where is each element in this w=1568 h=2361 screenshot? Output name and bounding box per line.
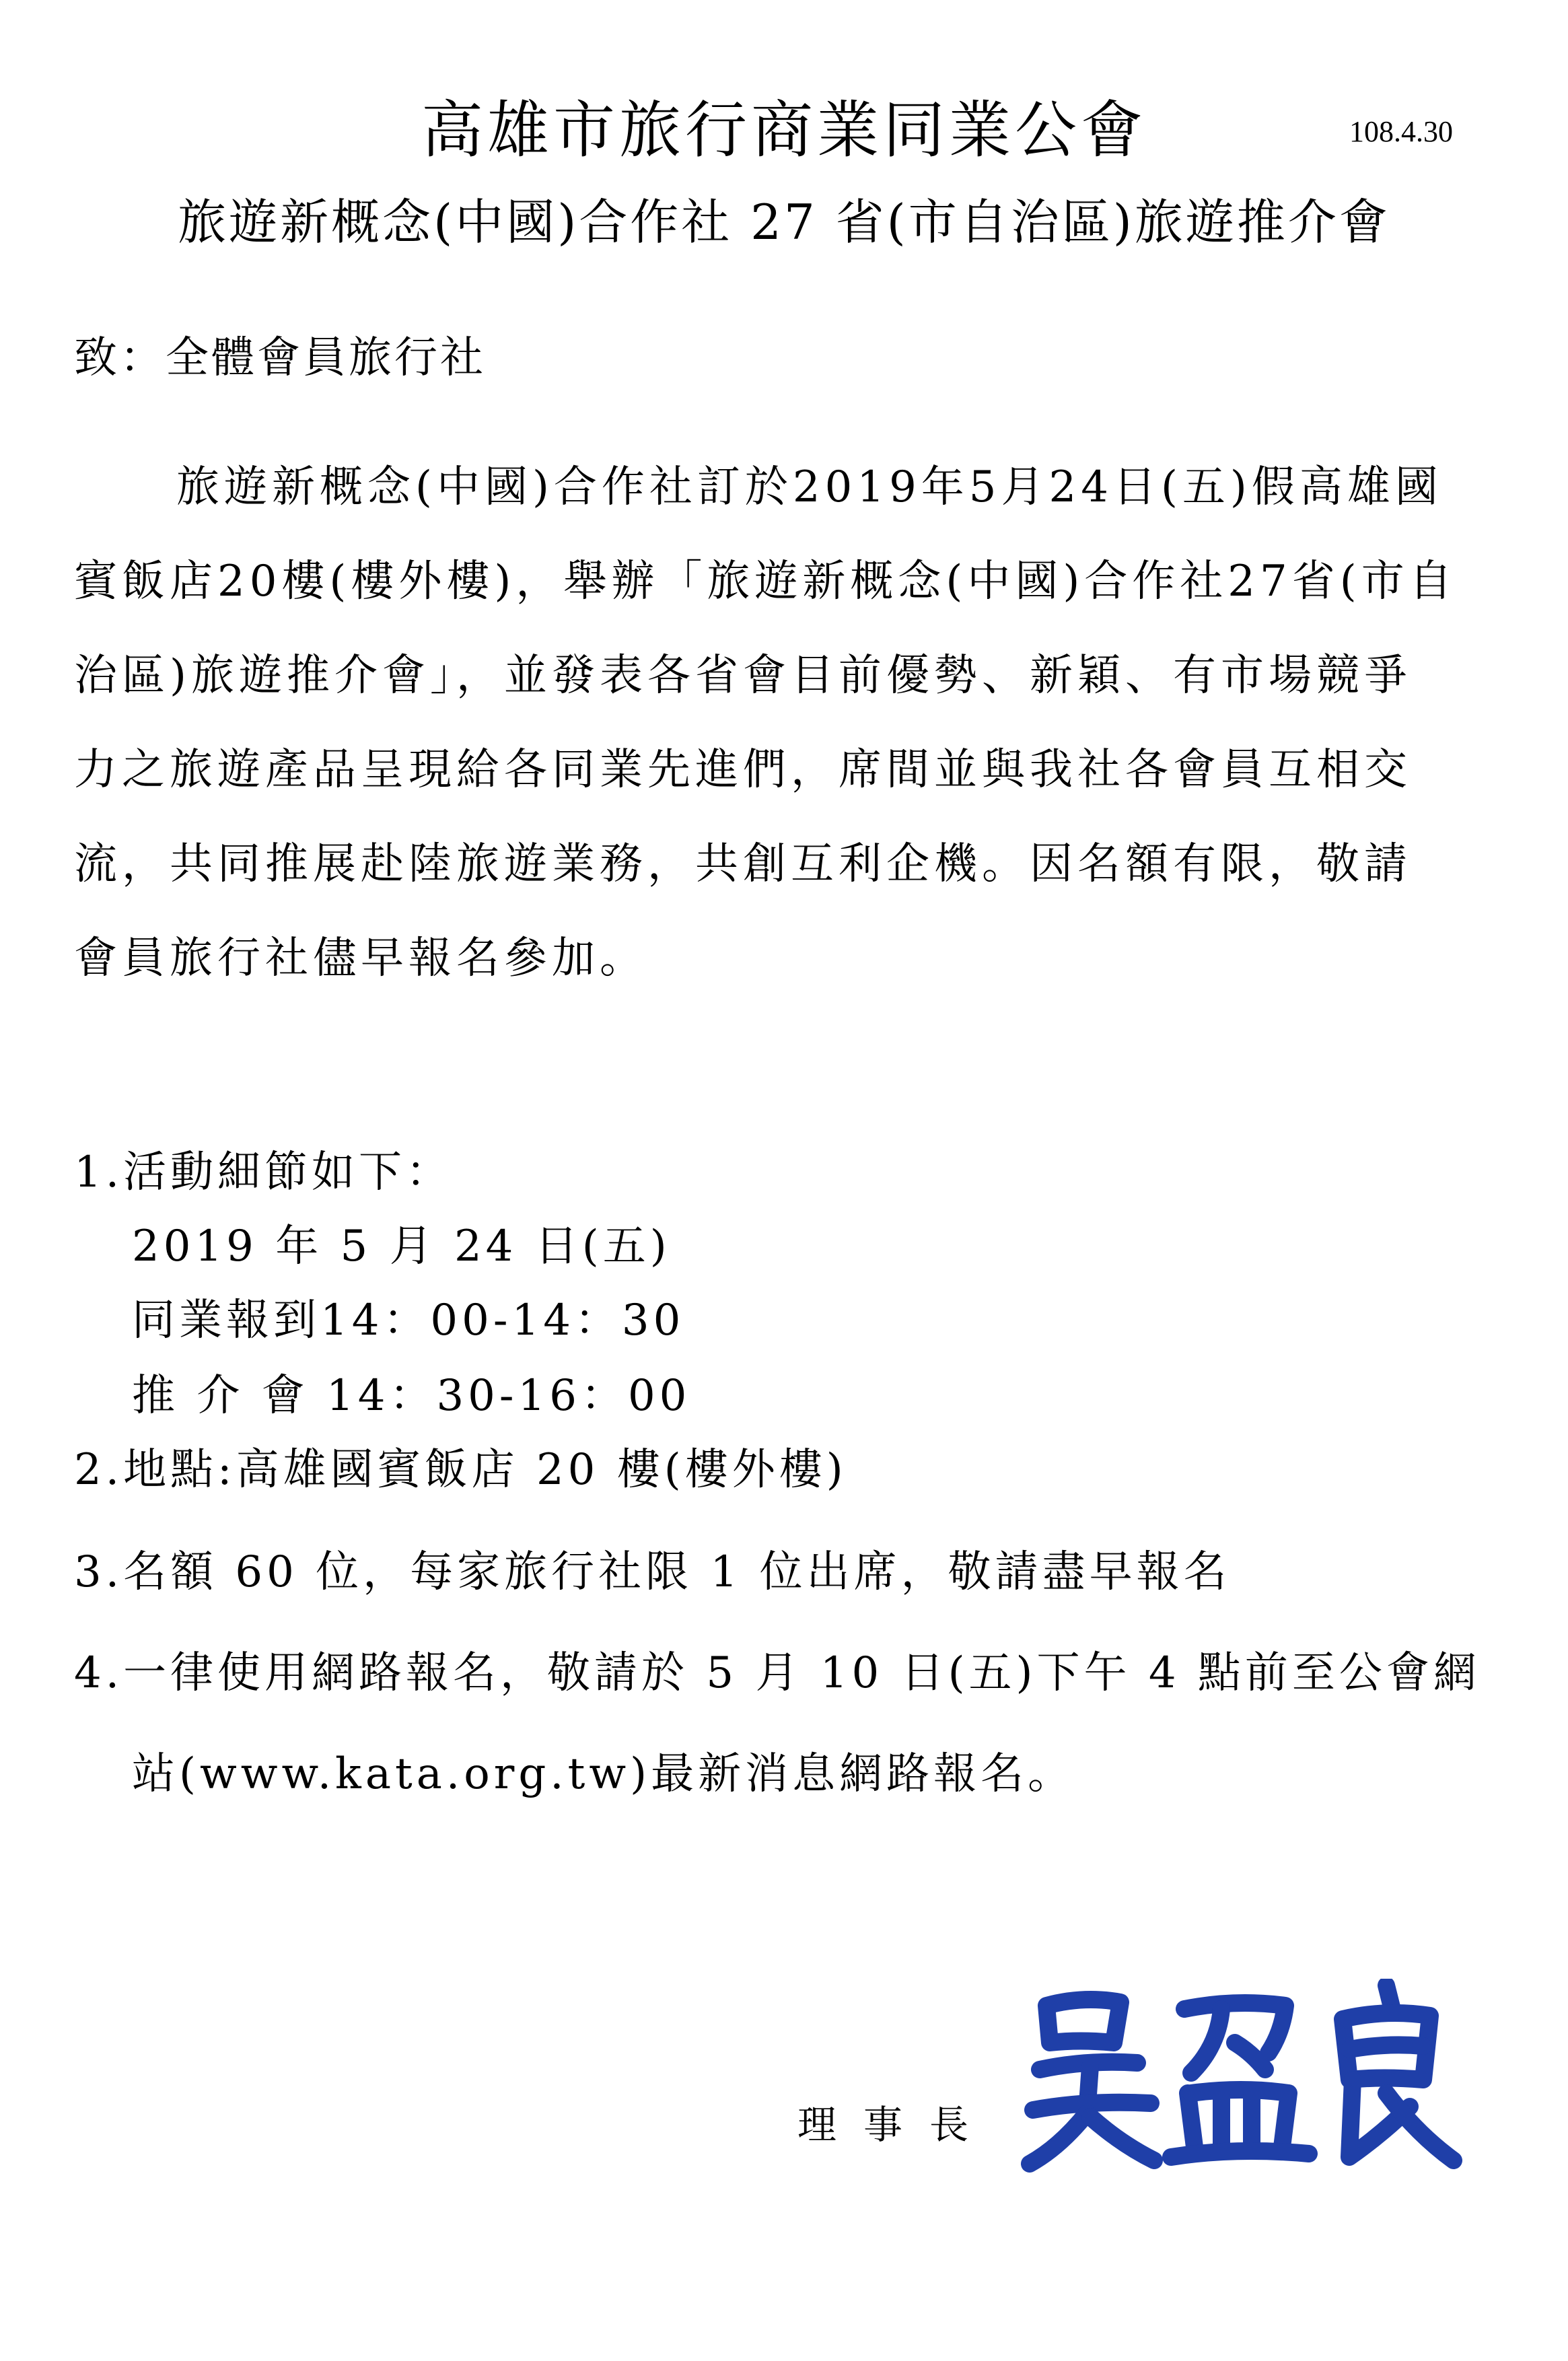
list-item: 1.活動細節如下： (74, 1148, 454, 1197)
event-date: 2019 年 5 月 24 日(五) (132, 1222, 671, 1271)
list-item: 4.一律使用網路報名，敬請於 5 月 10 日(五)下午 4 點前至公會網 (74, 1648, 1481, 1698)
event-title: 旅遊新概念(中國)合作社 27 省(市自治區)旅遊推介會 (178, 194, 1390, 250)
signatory-title: 理事長 (797, 2102, 996, 2148)
list-item: 3.名額 60 位，每家旅行社限 1 位出席，敬請盡早報名 (74, 1547, 1231, 1597)
recipient-line: 致：全體會員旅行社 (74, 333, 486, 383)
checkin-time: 同業報到14：00-14：30 (132, 1296, 685, 1345)
body-line: 旅遊新概念(中國)合作社訂於2019年5月24日(五)假高雄國 (176, 462, 1443, 512)
handwritten-signature (1020, 1979, 1464, 2183)
body-line: 會員旅行社儘早報名參加。 (74, 933, 647, 983)
body-line: 治區)旅遊推介會」，並發表各省會目前優勢、新穎、有市場競爭 (74, 651, 1412, 701)
list-item-continuation: 站(www.kata.org.tw)最新消息網路報名。 (132, 1749, 1075, 1799)
session-time: 推 介 會 14：30-16：00 (132, 1371, 691, 1421)
list-item: 2.地點:高雄國賓飯店 20 樓(樓外樓) (74, 1445, 847, 1495)
body-line: 力之旅遊產品呈現給各同業先進們，席間並與我社各會員互相交 (74, 745, 1412, 795)
document-date: 108.4.30 (1349, 115, 1453, 148)
organization-title: 高雄市旅行商業同業公會 (421, 94, 1147, 166)
body-line: 流，共同推展赴陸旅遊業務，共創互利企機。因名額有限，敬請 (74, 839, 1412, 889)
body-line: 賓飯店20樓(樓外樓)，舉辦「旅遊新概念(中國)合作社27省(市自 (74, 557, 1457, 606)
